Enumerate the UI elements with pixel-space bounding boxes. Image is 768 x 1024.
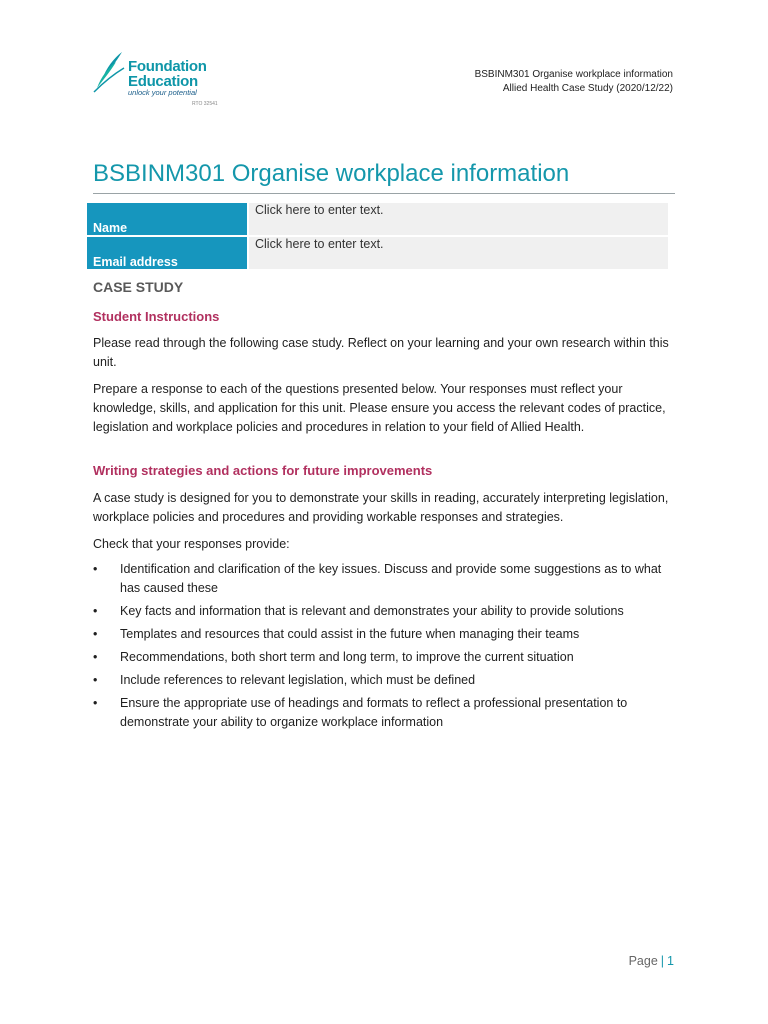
name-label: Name [87, 203, 247, 235]
page-separator: | [660, 954, 665, 968]
list-item [93, 602, 683, 621]
email-label: Email address [87, 237, 247, 269]
list-item-text: Include references to relevant legislation, which must be defined [120, 673, 476, 687]
name-row [87, 203, 668, 235]
bullet-icon: • [93, 627, 98, 641]
instructions-paragraph-2: Prepare a response to each of the questions presented below. Your responses must reflect your knowledge, skills, and application for this unit. Please ensure you access the relevant codes of practice, legislation and workplace policies and procedures in relation to your field of Allied Health. [93, 382, 666, 434]
bullet-icon: • [93, 562, 98, 576]
writing-strategies-heading: Writing strategies and actions for future improvements [93, 463, 433, 478]
page-number: 1 [667, 954, 674, 968]
bullet-icon: • [93, 604, 98, 618]
instructions-paragraph-1: Please read through the following case study. Reflect on your learning and your own research within this unit. [93, 336, 669, 369]
page-title: BSBINM301 Organise workplace information [93, 160, 570, 187]
list-item-text: Key facts and information that is relevant and demonstrates your ability to provide solutions [120, 604, 624, 618]
page-footer [629, 954, 674, 968]
bullet-icon: • [93, 696, 98, 710]
email-field[interactable]: Click here to enter text. [247, 237, 668, 269]
list-item [93, 625, 683, 644]
logo-word-education: Education [128, 73, 198, 90]
list-item [93, 694, 683, 732]
student-instructions-heading: Student Instructions [93, 309, 220, 324]
writing-paragraph-2: Check that your responses provide: [93, 537, 290, 551]
page-label: Page [628, 954, 658, 968]
list-item-text: Identification and clarification of the key issues. Discuss and provide some suggestions as to what has caused these [120, 562, 662, 595]
case-study-heading: CASE STUDY [93, 279, 184, 295]
feather-logo-icon [92, 50, 126, 94]
foundation-education-logo [92, 50, 232, 112]
logo-word-foundation: Foundation [128, 58, 207, 75]
list-item [93, 560, 683, 598]
document-header [475, 68, 673, 96]
logo-tagline: unlock your potential [128, 88, 197, 97]
writing-paragraph-1: A case study is designed for you to demonstrate your skills in reading, accurately interpreting legislation, workplace policies and procedures and providing workable responses and strategies. [93, 491, 669, 524]
list-item-text: Recommendations, both short term and long term, to improve the current situation [120, 650, 574, 664]
list-item [93, 648, 683, 667]
title-divider [93, 193, 675, 194]
header-case-study-date: Allied Health Case Study (2020/12/22) [502, 83, 673, 94]
name-field[interactable]: Click here to enter text. [247, 203, 668, 235]
response-checklist [93, 560, 683, 736]
header-unit-title: BSBINM301 Organise workplace information [474, 69, 673, 80]
list-item [93, 671, 683, 690]
student-details-table [87, 201, 668, 271]
logo-rto-number: RTO 32541 [192, 101, 218, 107]
email-row [87, 237, 668, 269]
bullet-icon: • [93, 650, 98, 664]
list-item-text: Ensure the appropriate use of headings and formats to reflect a professional presentation to demonstrate your ability to organize workplace information [120, 696, 628, 729]
list-item-text: Templates and resources that could assist in the future when managing their teams [120, 627, 580, 641]
bullet-icon: • [93, 673, 98, 687]
